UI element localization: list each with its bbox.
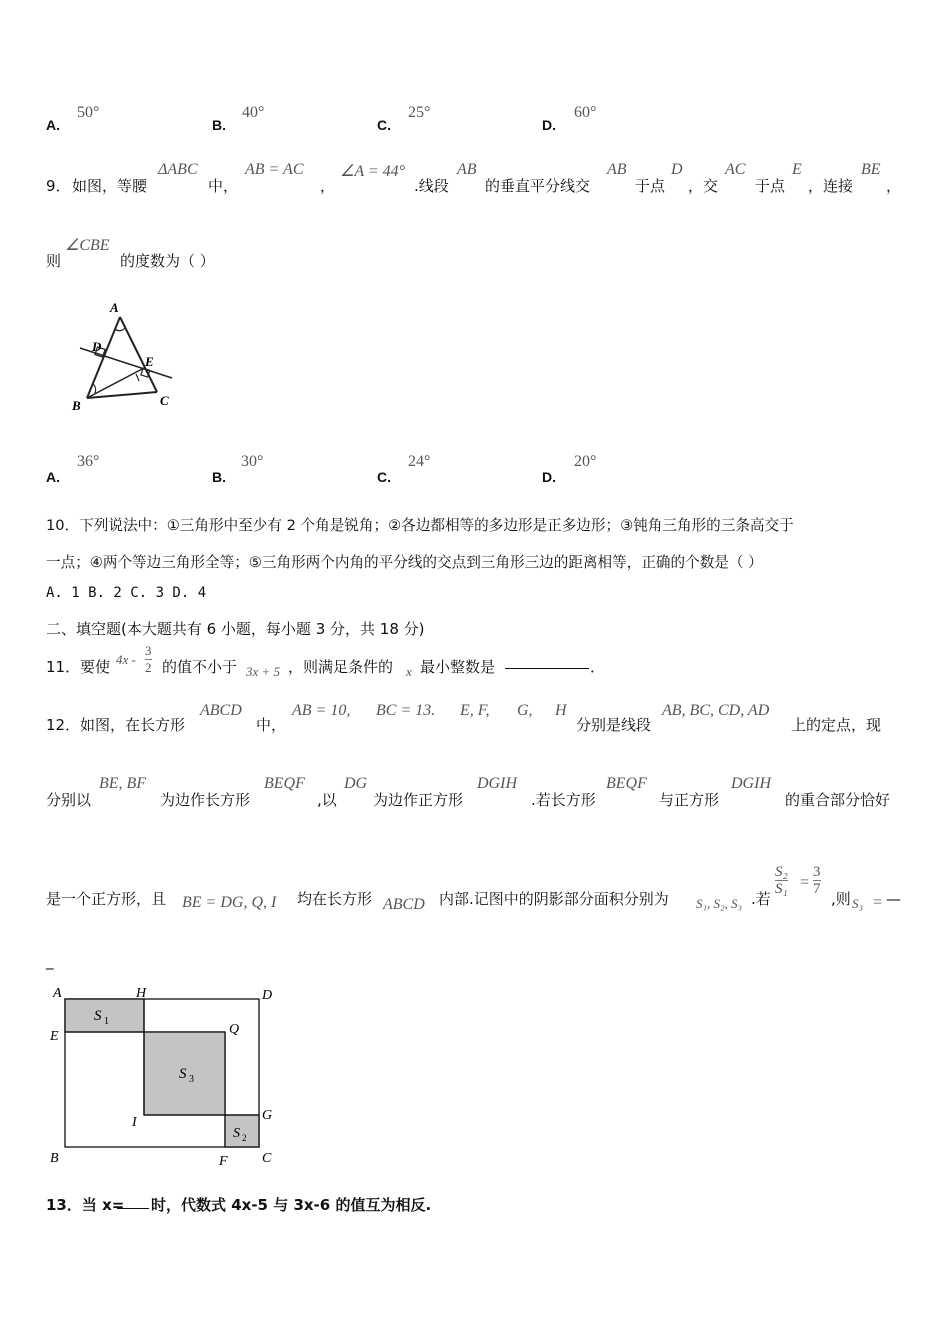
q9-math: ∠CBE: [65, 237, 110, 254]
q9-math: E: [792, 161, 802, 178]
q12-ratio-value-num: 3: [813, 864, 821, 880]
q12-math: ABCD: [383, 896, 425, 913]
q9-option-b-letter: B.: [212, 469, 226, 485]
q9-math: AB: [457, 161, 477, 178]
q9-text: ，连接: [808, 177, 854, 195]
q8-option-c-value: 25°: [408, 104, 431, 121]
q12-math: S₃: [852, 896, 864, 911]
q12-answer-underscore: _: [46, 952, 54, 970]
q12-text: .若长方形: [531, 791, 596, 809]
fig12-label-e: E: [50, 1029, 59, 1044]
q8-option-b-letter: B.: [212, 117, 226, 133]
q9-number: 9．: [46, 177, 71, 195]
q9-text: 的垂直平分线交: [485, 177, 591, 195]
q11-end: ．: [590, 658, 606, 676]
q11-var: x: [406, 664, 412, 679]
fig9-label-a: A: [110, 300, 119, 315]
q12-math: DG: [344, 775, 368, 792]
q10-options: A. 1 B. 2 C. 3 D. 4: [46, 585, 207, 601]
fig9-label-e: E: [145, 354, 154, 369]
q9-text: 的度数为（ ）: [120, 252, 215, 270]
q9-option-d-value: 20°: [574, 453, 597, 470]
q9-text: ，: [886, 177, 902, 195]
q9-text: ，交: [688, 177, 719, 195]
q12-rectangle-figure: [44, 980, 284, 1170]
q12-math: H: [555, 702, 567, 719]
q9-triangle-figure: [60, 292, 190, 417]
q8-option-d-value: 60°: [574, 104, 597, 121]
q9-text: 如图，等腰: [72, 177, 148, 195]
fig12-label-d: D: [262, 988, 273, 1003]
q12-ratio-num: S₂: [775, 864, 788, 880]
q9-math: ∠A = 44°: [340, 163, 406, 180]
q11-text: 的值不小于: [162, 658, 238, 676]
q12-number: 12．: [46, 716, 81, 734]
fig12-label-c: C: [262, 1151, 272, 1166]
fig12-label-s3-sub: 3: [189, 1074, 194, 1085]
q12-math: G,: [517, 702, 533, 719]
q12-math: BE = DG, Q, I: [182, 894, 277, 911]
q12-math: BEQF: [606, 775, 647, 792]
fig12-label-i: I: [132, 1115, 137, 1130]
q11-expr-b: 3x + 5: [246, 664, 281, 679]
q12-text: .若: [751, 890, 771, 908]
q12-math: DGIH: [731, 775, 771, 792]
q12-text: 的重合部分恰好: [785, 791, 891, 809]
q12-ratio-value: [813, 864, 821, 897]
q12-math: DGIH: [477, 775, 517, 792]
fig12-label-a: A: [53, 986, 62, 1001]
q12-ratio-den: S₁: [775, 881, 788, 897]
q12-math: AB = 10,: [292, 702, 351, 719]
q9-option-c-value: 24°: [408, 453, 431, 470]
q12-math: E, F,: [460, 702, 490, 719]
q9-math: AB = AC: [245, 161, 304, 178]
q11-number: 11．: [46, 658, 81, 676]
q9-text: 于点: [635, 177, 666, 195]
q9-math: AC: [725, 161, 746, 178]
fig12-label-s2: S: [233, 1126, 240, 1141]
q13-text-2: 时，代数式 4x-5 与 3x-6 的值互为相反.: [151, 1196, 432, 1214]
fig12-label-b: B: [50, 1151, 59, 1166]
q12-answer-dash: —: [886, 890, 901, 908]
fig12-label-s1: S: [94, 1008, 102, 1024]
q11-frac-num: 3: [145, 643, 152, 658]
q12-text: 与正方形: [659, 791, 720, 809]
q9-math: AB: [607, 161, 627, 178]
q8-option-d-letter: D.: [542, 117, 556, 133]
q10-line-1: 10．下列说法中：①三角形中至少有 2 个角是锐角；②各边都相等的多边形是正多边形；③钝角三角形的三条高交于: [46, 517, 794, 534]
q12-ratio-value-den: 7: [813, 881, 821, 897]
q11-answer-blank: [505, 668, 589, 669]
q12-text: 均在长方形: [297, 890, 373, 908]
q12-text: 分别以: [46, 791, 92, 809]
q11-text: 最小整数是: [420, 658, 496, 676]
q12-math: ABCD: [200, 702, 242, 719]
q12-ratio-eq: =: [800, 874, 810, 891]
q8-option-a-value: 50°: [77, 104, 100, 121]
q9-math: D: [671, 161, 683, 178]
q11-text: 要使: [80, 658, 111, 676]
q13-answer-blank: [117, 1208, 149, 1209]
fig9-label-b: B: [72, 398, 81, 413]
q9-option-a-letter: A.: [46, 469, 60, 485]
fig12-label-q: Q: [229, 1022, 240, 1037]
q12-text: 中，: [256, 716, 287, 734]
q12-text: 内部.记图中的阴影部分面积分别为: [439, 890, 669, 908]
q9-text: 于点: [755, 177, 786, 195]
q12-text: 如图，在长方形: [80, 716, 186, 734]
q12-text: 为边作正方形: [373, 791, 464, 809]
q12-math: S₁, S₂, S₃: [696, 896, 743, 911]
fig12-label-f: F: [219, 1154, 228, 1169]
q11-frac-den: 2: [145, 660, 152, 675]
q9-text: .线段: [414, 177, 449, 195]
q11-fraction: [145, 643, 152, 676]
q9-option-a-value: 36°: [77, 453, 100, 470]
q12-text: 上的定点，现: [791, 716, 882, 734]
q12-text: 为边作长方形: [160, 791, 251, 809]
q12-ratio-fraction: [775, 864, 788, 897]
fig9-label-d: D: [92, 339, 102, 354]
fig12-label-h: H: [136, 986, 147, 1001]
q9-option-b-value: 30°: [241, 453, 264, 470]
fig12-label-s2-sub: 2: [242, 1133, 247, 1143]
q12-math: =: [873, 894, 883, 911]
fig12-label-s3: S: [179, 1066, 187, 1082]
q8-option-b-value: 40°: [242, 104, 265, 121]
q12-math: BE, BF: [99, 775, 147, 792]
q12-text: 是一个正方形，且: [46, 890, 167, 908]
q12-text: ,以: [317, 791, 337, 809]
q9-text: 则: [46, 252, 62, 270]
q12-math: BC = 13.: [376, 702, 436, 719]
q11-text: ，则满足条件的: [288, 658, 394, 676]
q12-math: BEQF: [264, 775, 305, 792]
q10-line-2: 一点；④两个等边三角形全等；⑤三角形两个内角的平分线的交点到三角形三边的距离相等，正确的个数是（ ）: [46, 554, 763, 571]
q13-text-1: 13．当 x=: [46, 1196, 125, 1214]
q9-option-c-letter: C.: [377, 469, 391, 485]
q9-text: 中，: [208, 177, 239, 195]
q12-text: 分别是线段: [576, 716, 652, 734]
q12-math: AB, BC, CD, AD: [662, 702, 770, 719]
q9-option-d-letter: D.: [542, 469, 556, 485]
q9-math: ΔABC: [158, 161, 198, 178]
fig9-label-c: C: [160, 393, 169, 408]
section-2-heading: 二、填空题(本大题共有 6 小题，每小题 3 分，共 18 分): [46, 620, 425, 638]
q9-text: ，: [320, 177, 336, 195]
fig12-label-g: G: [262, 1108, 273, 1123]
q9-math: BE: [861, 161, 881, 178]
q8-option-a-letter: A.: [46, 117, 60, 133]
q11-expr-a: 4x -: [116, 652, 136, 667]
fig12-label-s1-sub: 1: [104, 1016, 109, 1027]
q12-text: ,则: [831, 890, 851, 908]
q8-option-c-letter: C.: [377, 117, 391, 133]
